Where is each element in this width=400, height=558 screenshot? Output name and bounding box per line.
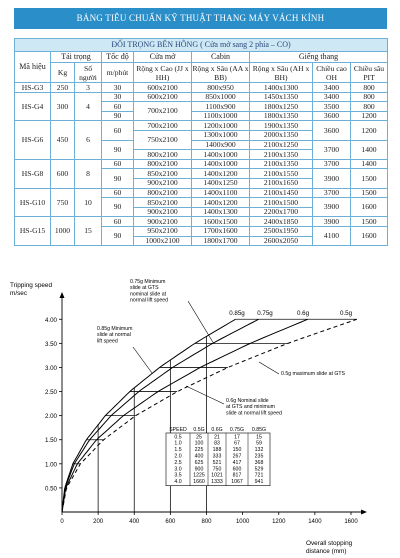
header-well: Giếng thang bbox=[250, 52, 388, 63]
annotation-leader bbox=[188, 301, 214, 344]
x-tick-label: 1000 bbox=[235, 519, 250, 525]
header-load: Tải trọng bbox=[51, 52, 102, 63]
cell-well: 1900x1350 bbox=[250, 121, 313, 131]
table-row bbox=[15, 188, 388, 198]
cell-cabin: 1400x1200 bbox=[192, 169, 250, 179]
cell-pit: 800 bbox=[351, 102, 388, 112]
cell-speed: 90 bbox=[102, 111, 134, 121]
data-table-cell: 817 bbox=[232, 472, 242, 479]
cell-door: 700x2100 bbox=[134, 121, 192, 131]
data-table-cell: 4.0 bbox=[174, 479, 182, 486]
cell-well: 2500x1950 bbox=[250, 226, 313, 236]
cell-door: 800x2100 bbox=[134, 188, 192, 198]
cell-cabin: 1400x1000 bbox=[192, 159, 250, 169]
y-tick-label: 2.00 bbox=[44, 413, 57, 421]
cell-door: 900x2100 bbox=[134, 217, 192, 227]
spec-table bbox=[14, 38, 388, 246]
cell-persons: 6 bbox=[75, 121, 102, 159]
header-cabin: Cabin bbox=[192, 52, 250, 63]
header-door: Cửa mở bbox=[134, 52, 192, 63]
cell-door: 750x2100 bbox=[134, 130, 192, 149]
data-table-cell: 67 bbox=[234, 440, 240, 447]
cell-speed: 90 bbox=[102, 198, 134, 217]
y-tick-label: 3.50 bbox=[44, 340, 57, 348]
data-table-cell: 600 bbox=[232, 466, 242, 473]
data-table-header: 0.5G bbox=[193, 427, 205, 433]
y-axis-arrow bbox=[60, 292, 65, 298]
chart-axes bbox=[10, 282, 367, 555]
data-table-cell: 100 bbox=[194, 440, 204, 447]
data-table-cell: 1660 bbox=[193, 479, 205, 486]
x-axis-arrow bbox=[361, 510, 367, 515]
annotation-text: slide at normal lift speed bbox=[226, 410, 282, 417]
cell-oh: 3600 bbox=[313, 111, 351, 121]
cell-cabin: 1700x1600 bbox=[192, 226, 250, 236]
cell-oh: 3600 bbox=[313, 121, 351, 140]
cell-cabin: 1400x1200 bbox=[192, 198, 250, 208]
cell-well: 2100x1350 bbox=[250, 150, 313, 160]
cell-cabin: 1400x900 bbox=[192, 140, 250, 150]
data-table-cell: 521 bbox=[212, 459, 222, 466]
annotation-text: 0.75g Minimum bbox=[130, 279, 166, 285]
cell-well: 1450x1350 bbox=[250, 92, 313, 102]
series-label: 0.6g bbox=[296, 310, 310, 317]
data-table-cell: 0.5 bbox=[174, 434, 182, 441]
x-tick-label: 1600 bbox=[344, 519, 358, 525]
cell-door: 600x2100 bbox=[134, 83, 192, 93]
page-banner: BẢNG TIÊU CHUẨN KỸ THUẬT THANG MÁY VÁCH KÍNH bbox=[14, 8, 387, 29]
cell-speed: 90 bbox=[102, 169, 134, 188]
cell-oh: 3700 bbox=[313, 140, 351, 159]
data-table-cell: 25 bbox=[196, 434, 202, 441]
data-table-cell: 83 bbox=[214, 440, 220, 447]
cell-cabin: 1300x1000 bbox=[192, 130, 250, 140]
data-table-cell: 333 bbox=[212, 453, 222, 460]
data-table-cell: 1021 bbox=[211, 472, 223, 479]
series-label: 0.75g bbox=[257, 310, 273, 317]
annotation-leader bbox=[133, 347, 152, 373]
cell-oh: 3900 bbox=[313, 198, 351, 217]
cell-kg: 300 bbox=[51, 92, 75, 121]
cell-oh: 3700 bbox=[313, 159, 351, 169]
cell-oh: 3400 bbox=[313, 92, 351, 102]
cell-cabin: 1200x1000 bbox=[192, 121, 250, 131]
data-table-cell: 529 bbox=[254, 466, 264, 473]
chart-annotations bbox=[97, 279, 353, 416]
data-table-header: 0.6G bbox=[211, 427, 223, 433]
data-table-cell: 1067 bbox=[231, 479, 243, 486]
table-row bbox=[15, 83, 388, 93]
x-tick-label: 0 bbox=[60, 519, 64, 525]
cell-door: 900x2100 bbox=[134, 178, 192, 188]
cell-cabin: 1400x1000 bbox=[192, 150, 250, 160]
data-table-cell: 1333 bbox=[211, 479, 223, 486]
y-axis-label: m/sec bbox=[10, 290, 28, 297]
y-tick-label: 2.50 bbox=[44, 389, 57, 397]
data-table-cell: 3.5 bbox=[174, 472, 182, 479]
x-tick-label: 1200 bbox=[272, 519, 286, 525]
annotation-leader bbox=[186, 386, 224, 404]
cell-pit: 1400 bbox=[351, 140, 388, 159]
data-table-cell: 225 bbox=[194, 447, 204, 454]
data-table-header: 0.85G bbox=[251, 427, 267, 433]
data-table-cell: 1.0 bbox=[174, 440, 182, 447]
data-table-cell: 417 bbox=[232, 459, 242, 466]
cell-cabin: 1400x1300 bbox=[192, 207, 250, 217]
cell-oh: 3400 bbox=[313, 83, 351, 93]
data-table-cell: 3.0 bbox=[174, 466, 182, 473]
cell-well: 2400x1850 bbox=[250, 217, 313, 227]
cell-speed: 60 bbox=[102, 121, 134, 140]
cell-pit: 800 bbox=[351, 92, 388, 102]
cell-oh: 3900 bbox=[313, 217, 351, 227]
data-table-cell: 1.5 bbox=[174, 447, 182, 454]
y-tick-label: 1.50 bbox=[44, 437, 57, 445]
data-table-cell: 21 bbox=[214, 434, 220, 441]
annotation-text: at GTS and minimum bbox=[226, 404, 276, 411]
cell-kg: 250 bbox=[51, 83, 75, 93]
cell-well: 2000x1350 bbox=[250, 130, 313, 140]
cell-kg: 600 bbox=[51, 159, 75, 188]
cell-pit: 1600 bbox=[351, 198, 388, 217]
annotation-text: 0.85g Minimum bbox=[97, 326, 133, 332]
cell-pit: 1500 bbox=[351, 217, 388, 227]
header-speed-unit: m/phút bbox=[102, 63, 134, 83]
x-axis-label: Overall stopping bbox=[306, 540, 353, 547]
x-axis-label: distance (mm) bbox=[306, 548, 347, 555]
table-row bbox=[15, 92, 388, 102]
cell-well: 2600x2050 bbox=[250, 236, 313, 246]
cell-pit: 1200 bbox=[351, 121, 388, 140]
cell-door: 1000x2100 bbox=[134, 236, 192, 246]
chart-svg bbox=[0, 272, 400, 558]
header-oh: Chiều cao OH bbox=[313, 63, 351, 83]
cell-cabin: 1400x1250 bbox=[192, 178, 250, 188]
cell-kg: 450 bbox=[51, 121, 75, 159]
data-table-cell: 2.0 bbox=[174, 453, 182, 460]
header-persons: Số người bbox=[75, 63, 102, 83]
data-table-cell: 400 bbox=[194, 453, 204, 460]
cell-door: 800x2100 bbox=[134, 159, 192, 169]
chart-data-table bbox=[166, 427, 270, 486]
cell-cabin: 850x1000 bbox=[192, 92, 250, 102]
cell-speed: 60 bbox=[102, 159, 134, 169]
cell-cabin: 1600x1500 bbox=[192, 217, 250, 227]
table-row bbox=[15, 121, 388, 131]
data-table-cell: 900 bbox=[194, 466, 204, 473]
data-table-cell: 941 bbox=[254, 479, 264, 486]
cell-door: 850x2100 bbox=[134, 198, 192, 208]
cell-pit: 1400 bbox=[351, 159, 388, 169]
cell-well: 2100x1500 bbox=[250, 198, 313, 208]
cell-well: 1400x1300 bbox=[250, 83, 313, 93]
header-speed: Tốc độ bbox=[102, 52, 134, 63]
cell-persons: 4 bbox=[75, 92, 102, 121]
cell-well: 2100x1350 bbox=[250, 159, 313, 169]
annotation-text: 0.6g Nominal slide bbox=[226, 398, 269, 404]
annotation-leader bbox=[259, 362, 279, 374]
data-table-cell: 750 bbox=[212, 466, 222, 473]
cell-oh: 3500 bbox=[313, 102, 351, 112]
y-axis-label: Tripping speed bbox=[10, 282, 53, 289]
cell-well: 1800x1250 bbox=[250, 102, 313, 112]
cell-well: 2100x1550 bbox=[250, 169, 313, 179]
cell-pit: 800 bbox=[351, 83, 388, 93]
data-table-cell: 235 bbox=[254, 453, 264, 460]
cell-model: HS-G3 bbox=[15, 83, 51, 93]
x-tick-label: 600 bbox=[165, 519, 176, 525]
cell-model: HS-G6 bbox=[15, 121, 51, 159]
series-label: 0.85g bbox=[229, 310, 245, 317]
table-row bbox=[15, 217, 388, 227]
y-tick-label: 3.00 bbox=[44, 364, 57, 372]
cell-persons: 10 bbox=[75, 188, 102, 217]
cell-cabin: 800x950 bbox=[192, 83, 250, 93]
data-table-cell: 150 bbox=[232, 447, 242, 454]
cell-pit: 1500 bbox=[351, 188, 388, 198]
cell-door: 950x2100 bbox=[134, 226, 192, 236]
x-tick-label: 800 bbox=[201, 519, 212, 525]
header-well-size: Rộng x Sâu (AH x BH) bbox=[250, 63, 313, 83]
cell-persons: 8 bbox=[75, 159, 102, 188]
cell-speed: 90 bbox=[102, 140, 134, 159]
data-table-cell: 1225 bbox=[193, 472, 205, 479]
cell-well: 2100x1450 bbox=[250, 188, 313, 198]
cell-well: 2200x1700 bbox=[250, 207, 313, 217]
x-tick-label: 400 bbox=[129, 519, 140, 525]
cell-speed: 30 bbox=[102, 83, 134, 93]
cell-well: 2100x1650 bbox=[250, 178, 313, 188]
cell-speed: 90 bbox=[102, 226, 134, 245]
cell-well: 2100x1250 bbox=[250, 140, 313, 150]
header-pit: Chiều sâu PIT bbox=[351, 63, 388, 83]
annotation-text: nominal slide at bbox=[130, 291, 167, 298]
data-table-cell: 17 bbox=[234, 434, 240, 441]
cell-door: 900x2100 bbox=[134, 207, 192, 217]
cell-speed: 60 bbox=[102, 217, 134, 227]
cell-door: 600x2100 bbox=[134, 92, 192, 102]
cell-pit: 1200 bbox=[351, 111, 388, 121]
data-table-cell: 2.5 bbox=[174, 459, 182, 466]
data-table-cell: 625 bbox=[194, 459, 204, 466]
header-kg: Kg bbox=[51, 63, 75, 83]
data-table-header: 0.75G bbox=[229, 427, 245, 433]
header-door-size: Rộng x Cao (JJ x HH) bbox=[134, 63, 192, 83]
data-table-cell: 132 bbox=[254, 447, 264, 454]
data-table-cell: 721 bbox=[254, 472, 264, 479]
cell-persons: 15 bbox=[75, 217, 102, 246]
stopping-distance-chart bbox=[0, 272, 400, 558]
y-tick-label: 0.50 bbox=[44, 485, 57, 493]
annotation-text: slide at normal bbox=[97, 332, 131, 339]
y-tick-label: 1.00 bbox=[44, 461, 57, 469]
data-table-cell: 59 bbox=[256, 440, 262, 447]
cell-model: HS-G4 bbox=[15, 92, 51, 121]
cell-door: 700x2100 bbox=[134, 102, 192, 121]
data-table-cell: 188 bbox=[212, 447, 222, 454]
y-tick-label: 4.00 bbox=[44, 316, 57, 324]
table-title: ĐỐI TRỌNG BÊN HÔNG ( Cửa mở sang 2 phía – CO) bbox=[15, 39, 388, 52]
cell-cabin: 1800x1700 bbox=[192, 236, 250, 246]
data-table-cell: 368 bbox=[254, 459, 264, 466]
cell-door: 850x2100 bbox=[134, 169, 192, 179]
cell-oh: 3900 bbox=[313, 169, 351, 188]
data-table-cell: 15 bbox=[256, 434, 262, 441]
cell-kg: 1000 bbox=[51, 217, 75, 246]
annotation-text: normal lift speed bbox=[130, 297, 169, 304]
cell-well: 1800x1350 bbox=[250, 111, 313, 121]
data-table-cell: 267 bbox=[232, 453, 242, 460]
table-row bbox=[15, 159, 388, 169]
cell-pit: 1600 bbox=[351, 226, 388, 245]
annotation-text: slide at GTS bbox=[130, 285, 159, 292]
cell-cabin: 1100x1000 bbox=[192, 111, 250, 121]
x-tick-label: 1400 bbox=[308, 519, 322, 525]
annotation-text: 0.5g maximum slide at GTS bbox=[281, 371, 346, 377]
x-tick-label: 200 bbox=[93, 519, 104, 525]
cell-model: HS-G8 bbox=[15, 159, 51, 188]
cell-oh: 3700 bbox=[313, 188, 351, 198]
data-table-header: SPEED bbox=[169, 427, 187, 433]
cell-cabin: 1400x1100 bbox=[192, 188, 250, 198]
header-model: Mã hiệu bbox=[15, 52, 51, 83]
cell-model: HS-G15 bbox=[15, 217, 51, 246]
cell-persons: 3 bbox=[75, 83, 102, 93]
annotation-text: lift speed bbox=[97, 338, 118, 345]
series-label: 0.5g bbox=[339, 310, 353, 317]
cell-speed: 60 bbox=[102, 102, 134, 112]
cell-pit: 1500 bbox=[351, 169, 388, 188]
cell-speed: 60 bbox=[102, 188, 134, 198]
cell-speed: 30 bbox=[102, 92, 134, 102]
cell-kg: 750 bbox=[51, 188, 75, 217]
cell-cabin: 1100x900 bbox=[192, 102, 250, 112]
header-cabin-size: Rộng x Sâu (AA x BB) bbox=[192, 63, 249, 82]
cell-door: 800x2100 bbox=[134, 150, 192, 160]
cell-model: HS-G10 bbox=[15, 188, 51, 217]
cell-oh: 4100 bbox=[313, 226, 351, 245]
